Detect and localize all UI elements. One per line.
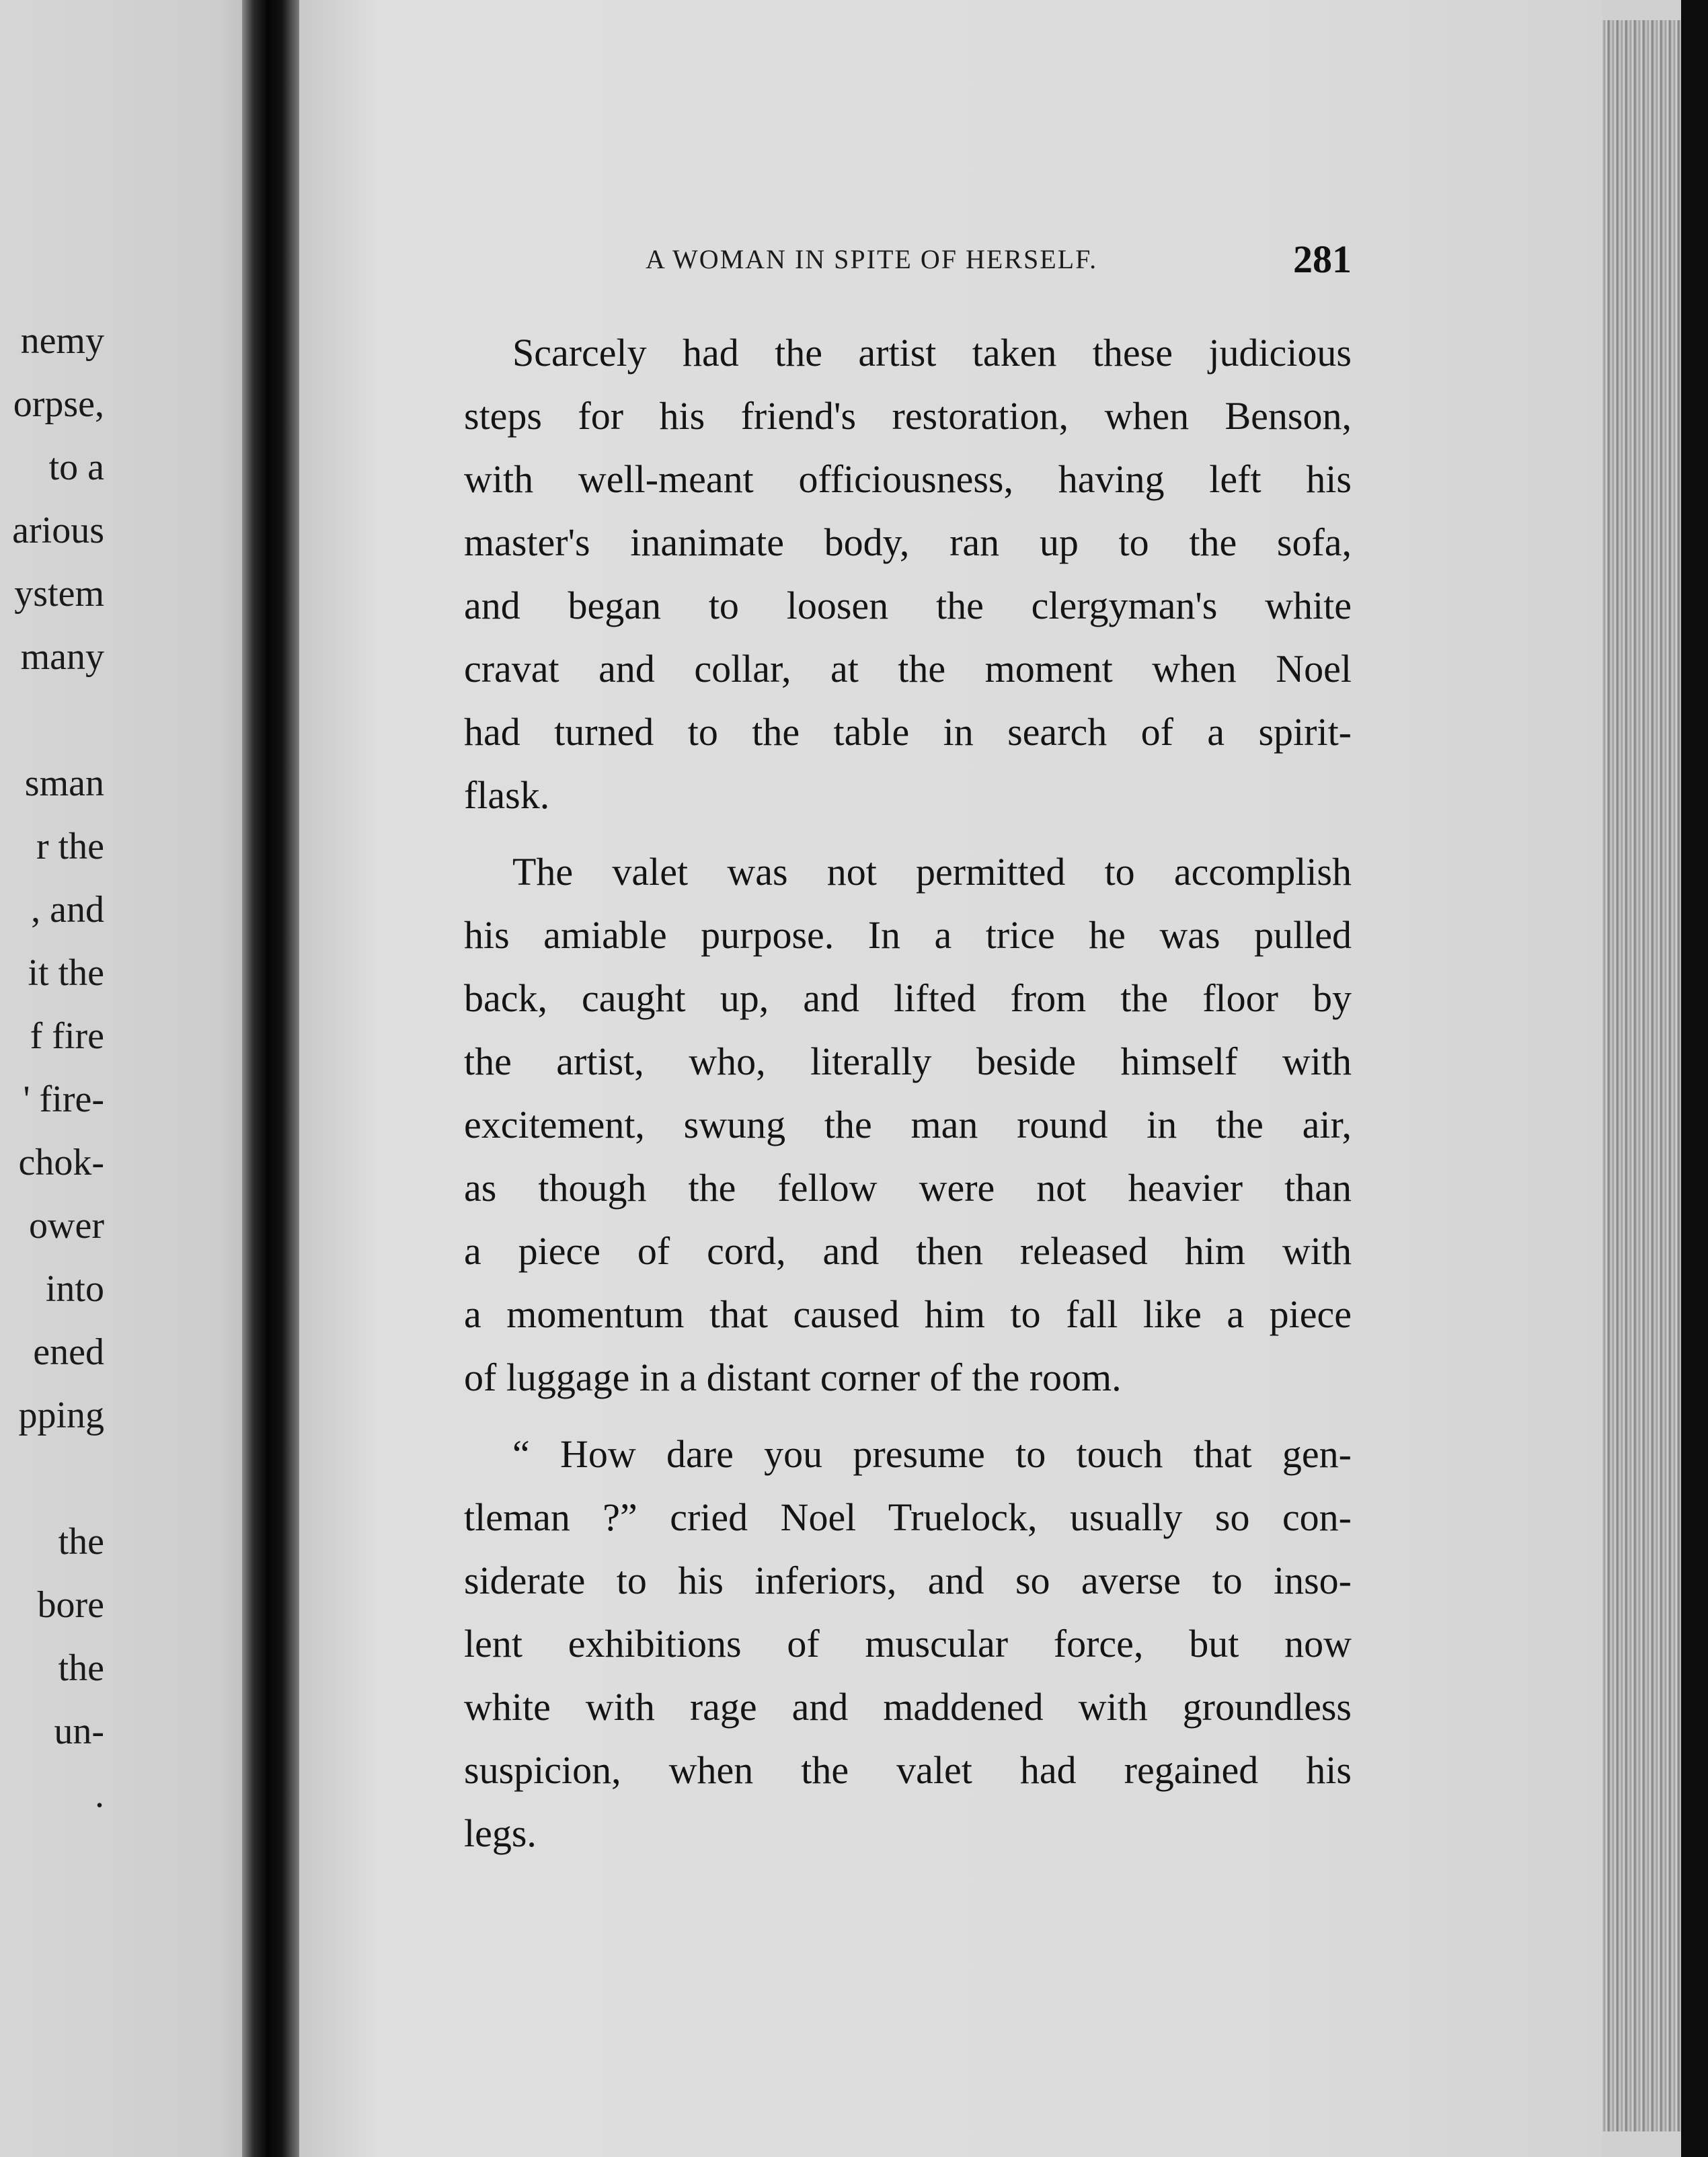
previous-page-line: ower [29,1205,104,1247]
previous-page-line: ' fire- [23,1078,104,1120]
text-line: and began to loosen the clergyman's white [464,584,1352,627]
page-number: 281 [1293,237,1352,281]
previous-page-line: ystem [14,573,104,615]
previous-page-line: many [20,636,104,678]
running-title: A WOMAN IN SPITE OF HERSELF. [646,244,1098,274]
previous-page-line: orpse, [13,383,104,425]
text-line: the artist, who, literally beside himself with [464,1040,1352,1083]
previous-page-line: , and [31,889,104,931]
body-text [464,321,1352,1879]
previous-page-line: r the [36,826,104,867]
previous-page-line [12,689,104,752]
text-line: Scarcely had the artist taken these judicious [512,331,1352,375]
paragraph [464,840,1352,1409]
text-line: excitement, swung the man round in the air, [464,1103,1352,1146]
previous-page-line: f fire [30,1015,104,1057]
text-line: a momentum that caused him to fall like a piece [464,1292,1352,1336]
text-line: tleman ?” cried Noel Truelock, usually so con- [464,1495,1352,1539]
previous-page-line: the [58,1521,104,1563]
previous-page-fragment [0,0,259,2157]
text-line: as though the fellow were not heavier than [464,1166,1352,1210]
previous-page-line: to a [48,446,104,488]
previous-page-line: into [45,1268,104,1310]
text-line: steps for his friend's restoration, when Benson, [464,394,1352,438]
previous-page-line: pping [18,1395,104,1436]
previous-page-line: . [95,1774,104,1815]
text-line: “ How dare you presume to touch that gen- [512,1432,1352,1476]
scan-border [1681,0,1708,2157]
text-line: back, caught up, and lifted from the floor by [464,976,1352,1020]
previous-page-line [12,1447,104,1510]
text-line: white with rage and maddened with groundless [464,1685,1352,1729]
paragraph [464,321,1352,827]
text-line: legs. [464,1811,537,1855]
text-line: with well-meant officiousness, having left his [464,457,1352,501]
previous-page-line: un- [54,1711,104,1752]
previous-page-line: it the [28,952,104,994]
previous-page-line: nemy [20,320,104,362]
text-line: of luggage in a distant corner of the room. [464,1356,1122,1399]
previous-page-line: arious [12,510,104,551]
previous-page-text [12,309,104,1826]
text-line: had turned to the table in search of a spirit- [464,710,1352,754]
previous-page-line: sman [24,762,104,804]
previous-page-line: chok- [18,1142,104,1183]
text-line: lent exhibitions of muscular force, but now [464,1622,1352,1665]
previous-page-line: ened [33,1331,104,1373]
text-line: suspicion, when the valet had regained his [464,1748,1352,1792]
text-line: The valet was not permitted to accomplish [512,850,1352,894]
text-line: his amiable purpose. In a trice he was pulled [464,913,1352,957]
text-line: a piece of cord, and then released him with [464,1229,1352,1273]
page-header [646,237,1352,284]
text-line: siderate to his inferiors, and so averse to inso- [464,1559,1352,1602]
text-line: cravat and collar, at the moment when Noel [464,647,1352,691]
text-line: master's inanimate body, ran up to the sofa, [464,520,1352,564]
book-gutter [242,0,307,2157]
paragraph [464,1423,1352,1865]
previous-page-line: the [58,1647,104,1689]
previous-page-line: bore [37,1584,104,1626]
text-line: flask. [464,773,550,817]
